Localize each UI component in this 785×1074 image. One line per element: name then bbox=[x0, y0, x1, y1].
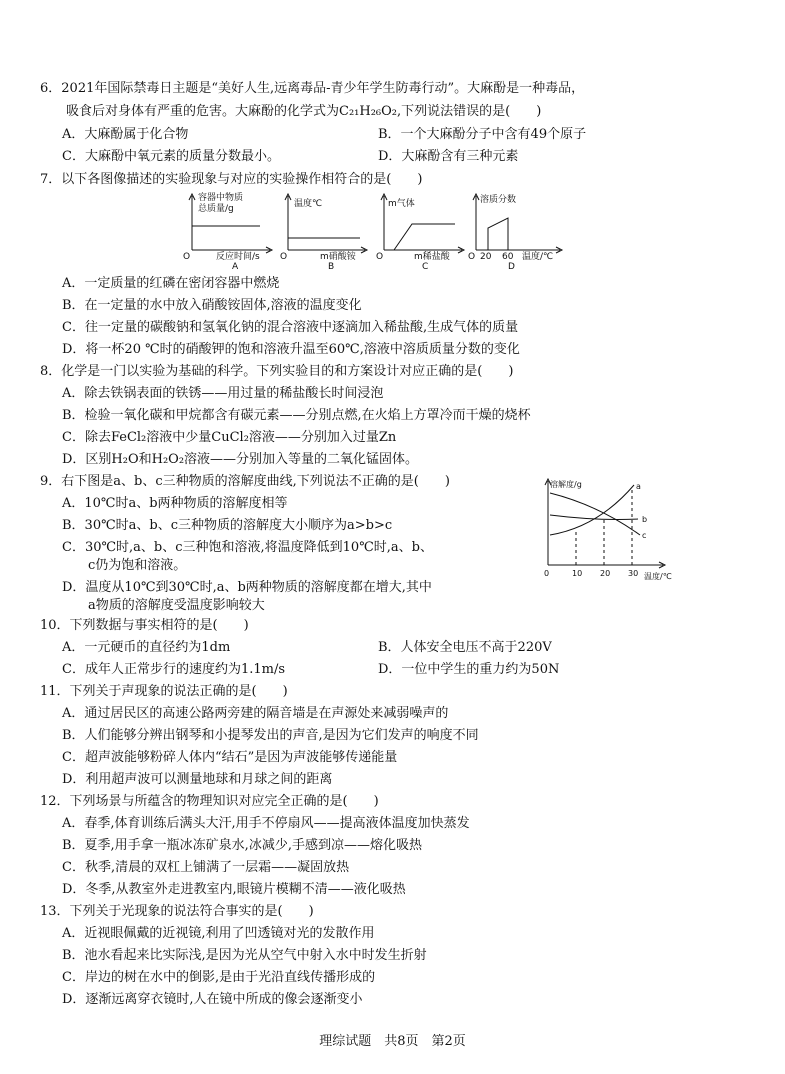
graph-b-caption: B bbox=[328, 262, 335, 270]
graph-c-ylabel: m气体 bbox=[388, 199, 415, 209]
q11-option-a: A．通过居民区的高速公路两旁建的隔音墙是在声源处来减弱噪声的 bbox=[62, 706, 449, 721]
q12-option-b: B．夏季,用手拿一瓶冰冻矿泉水,冰减少,手感到凉——熔化吸热 bbox=[62, 838, 422, 853]
q9-chart-label-c: c bbox=[642, 531, 647, 540]
q12-option-a: A．春季,体育训练后满头大汗,用手不停扇风——提高液体温度加快蒸发 bbox=[62, 816, 470, 831]
q9-option-c-line1: C．30℃时,a、b、c三种饱和溶液,将温度降低到10℃时,a、b、 bbox=[62, 540, 433, 555]
q13-option-d: D．逐渐远离穿衣镜时,人在镜中所成的像会逐渐变小 bbox=[62, 992, 363, 1007]
q7-option-b: B．在一定量的水中放入硝酸铵固体,溶液的温度变化 bbox=[62, 298, 362, 313]
q8-option-b: B．检验一氧化碳和甲烷都含有碳元素——分别点燃,在火焰上方罩冷而干燥的烧杯 bbox=[62, 408, 531, 423]
page-footer: 理综试题 共8页 第2页 bbox=[319, 1034, 466, 1049]
q6-option-b: B．一个大麻酚分子中含有49个原子 bbox=[378, 127, 587, 142]
graph-d-tick-20: 20 bbox=[480, 252, 492, 262]
q9-option-c-line2: c仍为饱和溶液。 bbox=[88, 558, 187, 573]
q12-stem: 12．下列场景与所蕴含的物理知识对应完全正确的是( ) bbox=[40, 794, 379, 809]
q9-chart-tick-20: 20 bbox=[600, 569, 611, 578]
graph-d-tick-60: 60 bbox=[502, 252, 514, 262]
q13-option-a: A．近视眼佩戴的近视镜,利用了凹透镜对光的发散作用 bbox=[62, 926, 375, 941]
graph-a-caption: A bbox=[232, 262, 239, 270]
q7-option-a: A．一定质量的红磷在密闭容器中燃烧 bbox=[62, 276, 280, 291]
q9-chart-ylabel: 溶解度/g bbox=[550, 480, 582, 489]
graph-d-caption: D bbox=[508, 262, 515, 270]
q7-stem: 7．以下各图像描述的实验现象与对应的实验操作相符合的是( ) bbox=[40, 172, 423, 187]
q12-option-c: C．秋季,清晨的双杠上铺满了一层霜——凝固放热 bbox=[62, 860, 350, 875]
curve-a bbox=[550, 485, 634, 535]
q6-option-a: A．大麻酚属于化合物 bbox=[62, 127, 189, 142]
graph-d-ylabel: 溶质分数 bbox=[480, 195, 517, 205]
q9-chart-tick-10: 10 bbox=[572, 569, 583, 578]
q10-option-c: C．成年人正常步行的速度约为1.1m/s bbox=[62, 662, 285, 677]
q11-stem: 11．下列关于声现象的说法正确的是( ) bbox=[40, 684, 288, 699]
q9-solubility-chart bbox=[538, 475, 678, 587]
graph-b-ylabel: 温度℃ bbox=[294, 199, 323, 209]
q9-chart-origin: 0 bbox=[544, 569, 550, 578]
q9-chart-label-a: a bbox=[636, 482, 641, 491]
q7-option-d: D．将一杯20 ℃时的硝酸钾的饱和溶液升温至60℃,溶液中溶质质量分数的变化 bbox=[62, 342, 520, 357]
q9-chart-tick-30: 30 bbox=[628, 569, 639, 578]
q11-option-c: C．超声波能够粉碎人体内“结石”是因为声波能够传递能量 bbox=[62, 750, 398, 765]
q9-option-a: A．10℃时a、b两种物质的溶解度相等 bbox=[62, 496, 288, 511]
q6-stem-line2: 吸食后对身体有严重的危害。大麻酚的化学式为C₂₁H₂₆O₂,下列说法错误的是( ) bbox=[66, 104, 542, 119]
graph-a-origin: O bbox=[183, 252, 191, 262]
q6-option-c: C．大麻酚中氧元素的质量分数最小。 bbox=[62, 149, 280, 164]
q10-option-d: D．一位中学生的重力约为50N bbox=[378, 662, 560, 677]
q8-option-a: A．除去铁锅表面的铁锈——用过量的稀盐酸长时间浸泡 bbox=[62, 386, 384, 401]
q9-chart-label-b: b bbox=[642, 515, 648, 524]
q8-option-d: D．区别H₂O和H₂O₂溶液——分别加入等量的二氧化锰固体。 bbox=[62, 452, 419, 467]
q13-option-b: B．池水看起来比实际浅,是因为光从空气中射入水中时发生折射 bbox=[62, 948, 427, 963]
graph-a-ylabel-1: 容器中物质 bbox=[198, 193, 244, 203]
q11-option-b: B．人们能够分辨出钢琴和小提琴发出的声音,是因为它们发声的响度不同 bbox=[62, 728, 479, 743]
q10-option-b: B．人体安全电压不高于220V bbox=[378, 640, 552, 655]
q11-option-d: D．利用超声波可以测量地球和月球之间的距离 bbox=[62, 772, 333, 787]
q9-option-d-line2: a物质的溶解度受温度影响较大 bbox=[88, 598, 265, 613]
q6-stem-line1: 6．2021年国际禁毒日主题是“美好人生,远离毒品-青少年学生防毒行动”。大麻酚是一种毒品， bbox=[40, 81, 585, 96]
graph-a-ylabel-2: 总质量/g bbox=[198, 204, 234, 214]
q9-chart-xlabel: 温度/℃ bbox=[644, 572, 672, 581]
graph-d-origin: O bbox=[468, 252, 476, 262]
q10-option-a: A．一元硬币的直径约为1dm bbox=[62, 640, 231, 655]
curve-c bbox=[550, 493, 640, 535]
q9-stem: 9．右下图是a、b、c三种物质的溶解度曲线,下列说法不正确的是( ) bbox=[40, 474, 450, 489]
graph-d-line bbox=[488, 218, 508, 250]
graph-c-caption: C bbox=[422, 262, 429, 270]
graph-b-xlabel: m硝酸铵 bbox=[320, 252, 356, 262]
graph-b-origin: O bbox=[280, 252, 288, 262]
q7-graphs bbox=[180, 188, 570, 270]
graph-c-origin: O bbox=[376, 252, 384, 262]
q9-option-b: B．30℃时a、b、c三种物质的溶解度大小顺序为a>b>c bbox=[62, 518, 393, 533]
q9-option-d-line1: D．温度从10℃到30℃时,a、b两种物质的溶解度都在增大,其中 bbox=[62, 580, 432, 595]
q8-option-c: C．除去FeCl₂溶液中少量CuCl₂溶液——分别加入过量Zn bbox=[62, 430, 397, 445]
q6-option-d: D．大麻酚含有三种元素 bbox=[378, 149, 519, 164]
curve-b bbox=[550, 515, 638, 520]
q13-option-c: C．岸边的树在水中的倒影,是由于光沿直线传播形成的 bbox=[62, 970, 376, 985]
q12-option-d: D．冬季,从教室外走进教室内,眼镜片模糊不清——液化吸热 bbox=[62, 882, 406, 897]
graph-c-xlabel: m稀盐酸 bbox=[414, 252, 450, 262]
graph-c-line bbox=[394, 224, 455, 250]
q7-option-c: C．往一定量的碳酸钠和氢氧化钠的混合溶液中逐滴加入稀盐酸,生成气体的质量 bbox=[62, 320, 519, 335]
graph-d-xlabel: 温度/℃ bbox=[522, 252, 554, 262]
graph-a-xlabel: 反应时间/s bbox=[216, 252, 260, 262]
q10-stem: 10．下列数据与事实相符的是( ) bbox=[40, 618, 249, 633]
q8-stem: 8．化学是一门以实验为基础的科学。下列实验目的和方案设计对应正确的是( ) bbox=[40, 364, 514, 379]
q13-stem: 13．下列关于光现象的说法符合事实的是( ) bbox=[40, 904, 314, 919]
